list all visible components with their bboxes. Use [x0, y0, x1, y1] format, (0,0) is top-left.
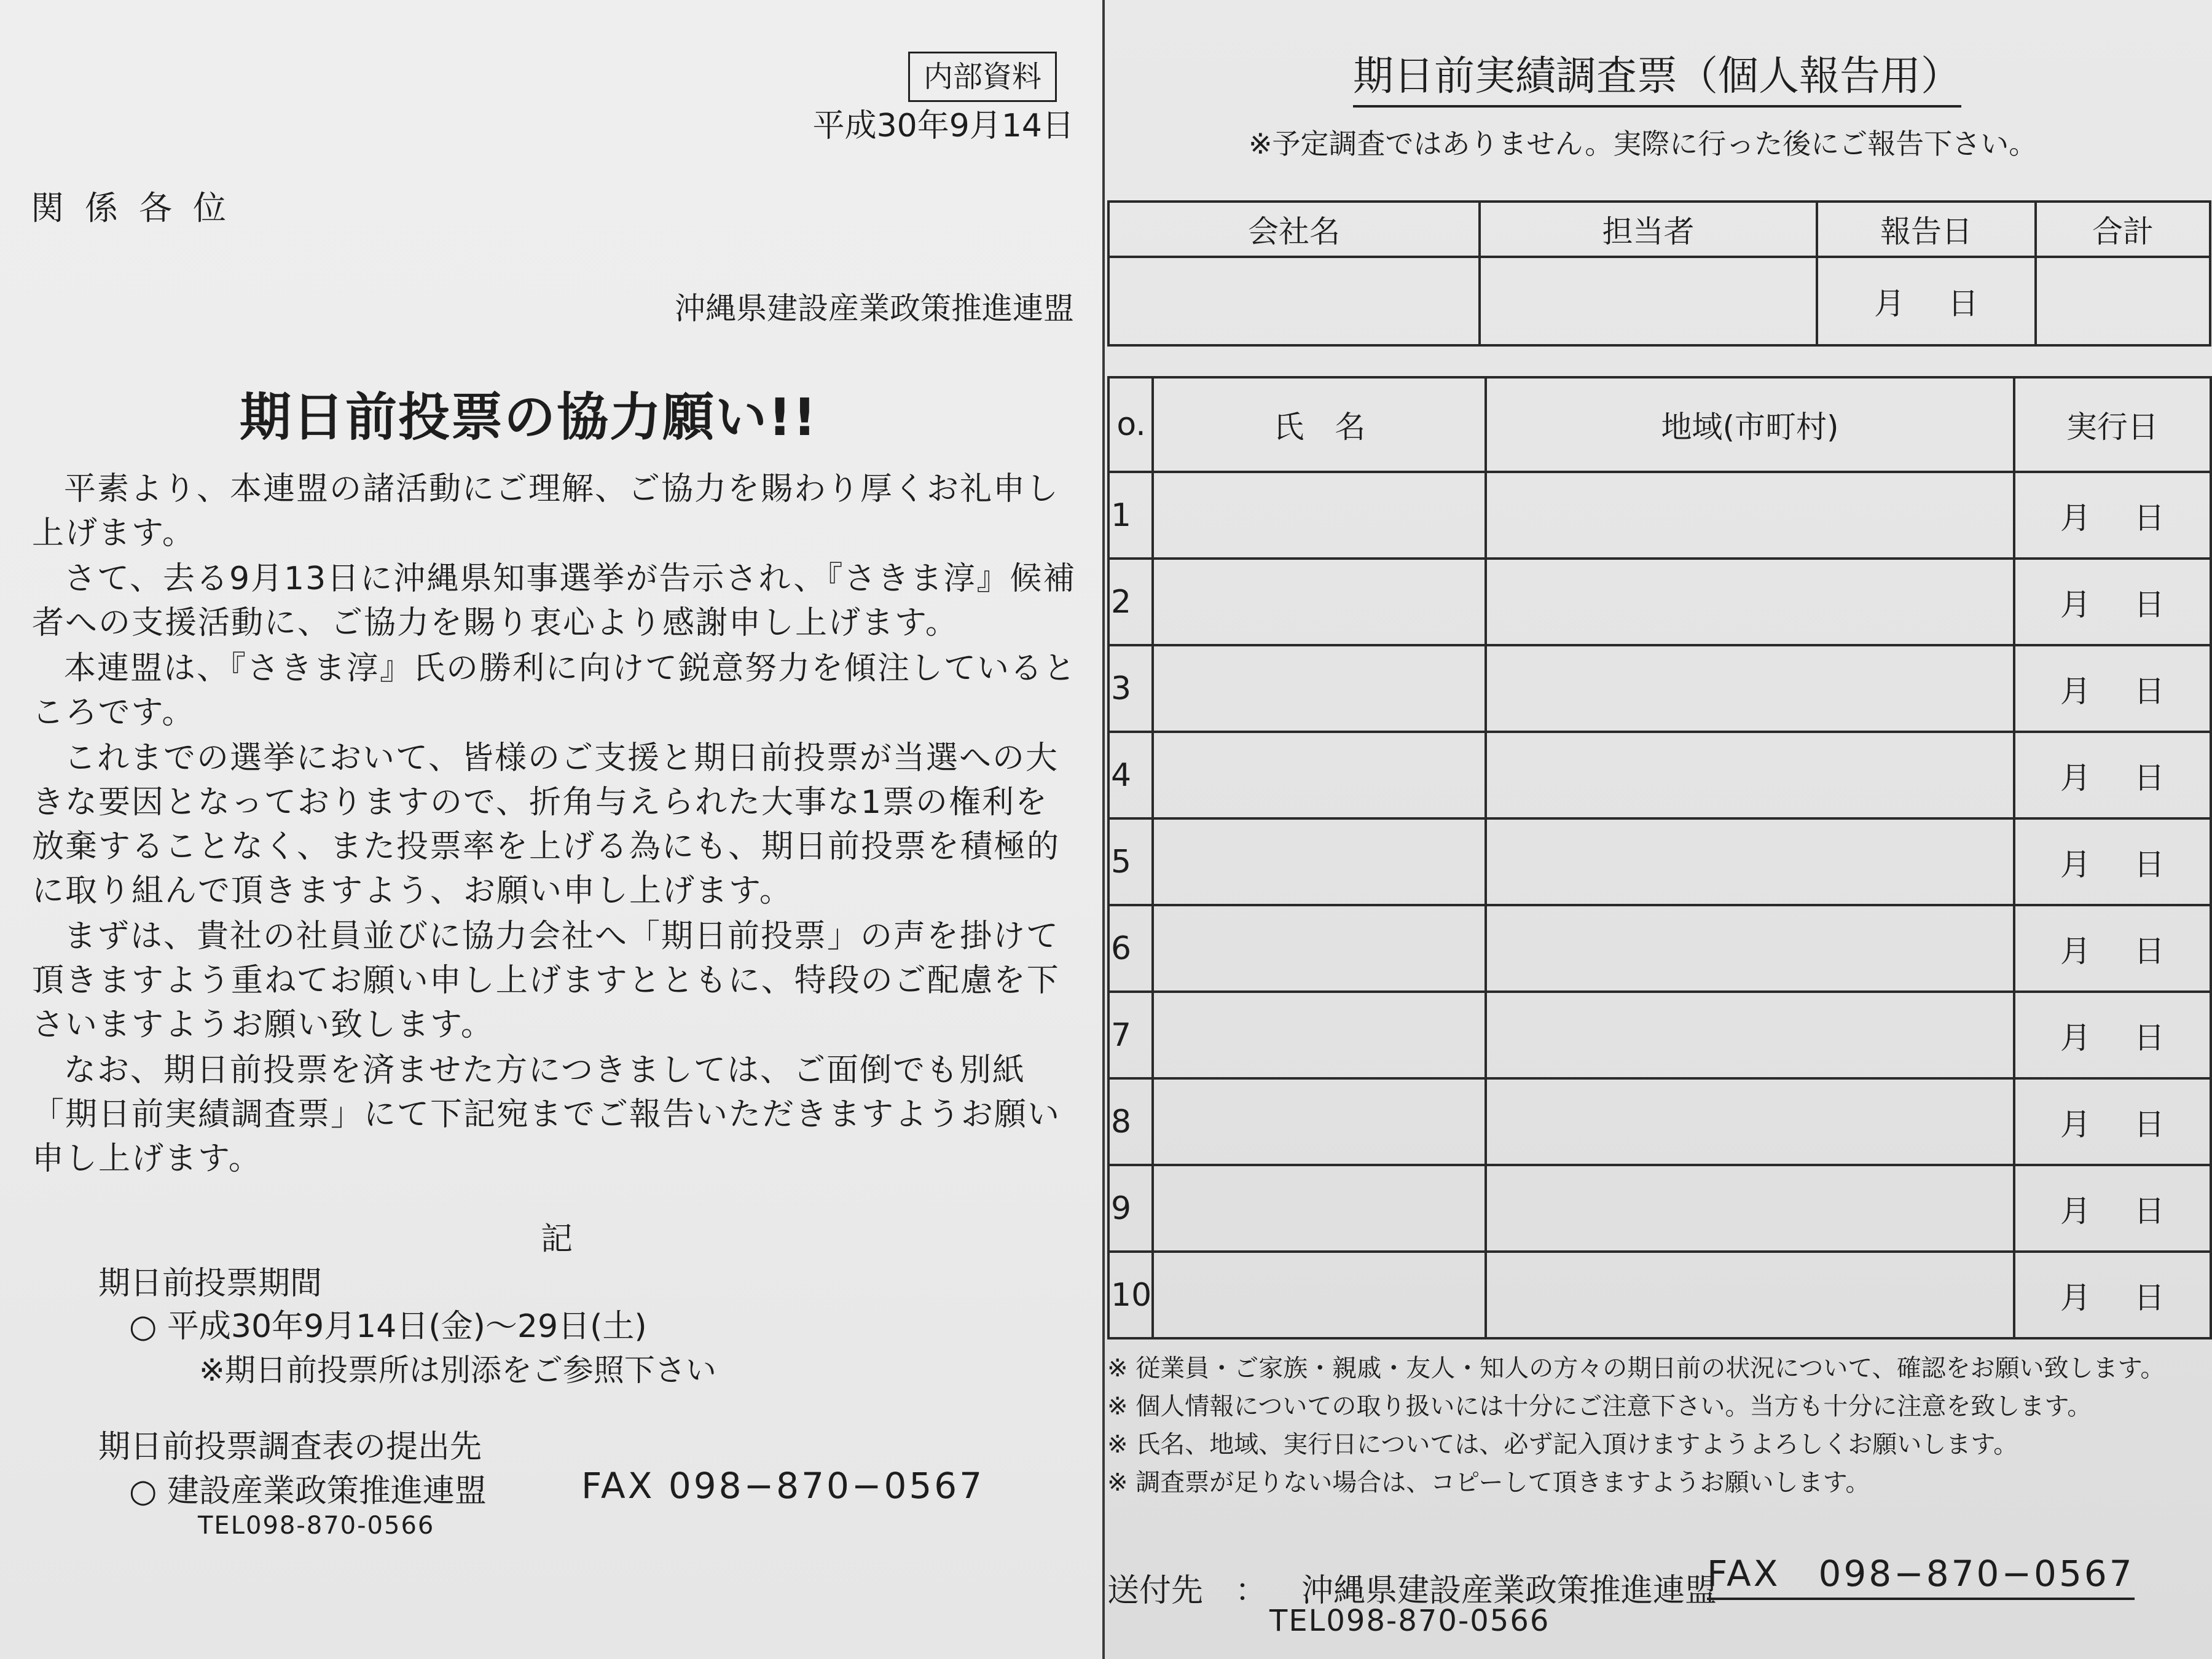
- day-label: 日: [2133, 846, 2165, 882]
- total-field[interactable]: [2036, 257, 2210, 345]
- paragraph: さて、去る9月13日に沖縄県知事選挙が告示され、『さきま淳』候補者への支援活動に、ご協力を賜り衷心より感謝申し上げます。: [32, 560, 1077, 641]
- paragraph: まずは、貴社の社員並びに協力会社へ「期日前投票」の声を掛けて頂きますよう重ねてお願い申し上げますとともに、特段のご配慮を下さいますようお願い致します。: [32, 918, 1060, 1043]
- month-label: 月: [2060, 933, 2091, 969]
- date-field[interactable]: [2014, 1252, 2211, 1338]
- row-number: 7: [1108, 992, 1153, 1078]
- table-row: [1108, 1252, 2211, 1338]
- name-field[interactable]: [1153, 559, 1486, 645]
- report-date-field[interactable]: [1817, 257, 2036, 345]
- name-field[interactable]: [1153, 1078, 1486, 1165]
- tel-number: TEL098-870-0566: [198, 1512, 435, 1540]
- date-field[interactable]: [2014, 818, 2211, 905]
- table-row: [1108, 472, 2211, 559]
- submission-heading: 期日前投票調査表の提出先: [98, 1429, 482, 1465]
- day-label: 日: [2133, 933, 2165, 969]
- month-label: 月: [2060, 500, 2091, 536]
- month-label: 月: [1874, 286, 1905, 321]
- date-field[interactable]: [2014, 472, 2211, 559]
- footnote: ※ 調査票が足りない場合は、コピーして頂きますようお願いします。: [1107, 1469, 1870, 1497]
- date-field[interactable]: [2014, 1165, 2211, 1252]
- internal-document-label: 内部資料: [908, 52, 1057, 102]
- table-row: [1108, 1165, 2211, 1252]
- paragraph: 平素より、本連盟の諸活動にご理解、ご協力を賜わり厚くお礼申し上げます。: [32, 471, 1060, 552]
- footnote: ※ 個人情報についての取り扱いには十分にご注意下さい。当方も十分に注意を致します。: [1107, 1392, 2092, 1421]
- region-field[interactable]: [1486, 905, 2014, 992]
- cover-letter-page: [0, 0, 1105, 1659]
- day-label: 日: [2133, 1193, 2165, 1229]
- region-field[interactable]: [1486, 1078, 2014, 1165]
- name-field[interactable]: [1153, 818, 1486, 905]
- submission-recipient: ○ 建設産業政策推進連盟: [129, 1473, 487, 1510]
- tel-number: TEL098-870-0566: [1269, 1604, 1550, 1638]
- day-label: 日: [1948, 286, 1979, 321]
- date-field[interactable]: [2014, 992, 2211, 1078]
- day-label: 日: [2133, 1019, 2165, 1056]
- table-row: [1108, 1078, 2211, 1165]
- voting-period-heading: 期日前投票期間: [98, 1265, 323, 1302]
- day-label: 日: [2133, 1279, 2165, 1316]
- row-number: 10: [1108, 1252, 1153, 1338]
- person-in-charge-field[interactable]: [1480, 257, 1817, 345]
- name-field[interactable]: [1153, 1252, 1486, 1338]
- region-field[interactable]: [1486, 992, 2014, 1078]
- name-field[interactable]: [1153, 472, 1486, 559]
- col-report-date: 報告日: [1817, 202, 2036, 257]
- addressee: 関係各位: [31, 189, 247, 227]
- region-field[interactable]: [1486, 732, 2014, 818]
- paragraph: これまでの選挙において、皆様のご支援と期日前投票が当選への大きな要因となっておりますので、折角与えられた大事な1票の権利を放棄することなく、また投票率を上げる為にも、期日前投票を積極的に取り組んで頂きますよう、お願い申し上げます。: [32, 740, 1060, 909]
- form-title: 期日前実績調査票（個人報告用）: [1353, 43, 1961, 108]
- send-organization: 沖縄県建設産業政策推進連盟: [1301, 1572, 1717, 1609]
- fax-number: FAX 098−870−0567: [1707, 1545, 2135, 1600]
- row-number: 6: [1108, 905, 1153, 992]
- date-field[interactable]: [2014, 645, 2211, 732]
- row-number: 4: [1108, 732, 1153, 818]
- month-label: 月: [2060, 1019, 2091, 1056]
- day-label: 日: [2133, 1106, 2165, 1142]
- name-field[interactable]: [1153, 732, 1486, 818]
- row-number: 1: [1108, 472, 1153, 559]
- voter-list-table: [1107, 376, 2212, 1339]
- voting-period-note: ※期日前投票所は別添をご参照下さい: [199, 1352, 716, 1388]
- month-label: 月: [2060, 1193, 2091, 1229]
- company-field[interactable]: [1108, 257, 1480, 345]
- region-field[interactable]: [1486, 1252, 2014, 1338]
- row-number: 3: [1108, 645, 1153, 732]
- col-region: 地域(市町村): [1486, 377, 2014, 472]
- region-field[interactable]: [1486, 645, 2014, 732]
- row-number: 5: [1108, 818, 1153, 905]
- day-label: 日: [2133, 586, 2165, 622]
- name-field[interactable]: [1153, 905, 1486, 992]
- day-label: 日: [2133, 759, 2165, 796]
- letter-title: 期日前投票の協力願い!!: [240, 387, 818, 447]
- day-label: 日: [2133, 673, 2165, 709]
- month-label: 月: [2060, 673, 2091, 709]
- paragraph: 本連盟は、『さきま淳』氏の勝利に向けて鋭意努力を傾注しているところです。: [32, 650, 1077, 731]
- col-person-in-charge: 担当者: [1480, 202, 1817, 257]
- date-field[interactable]: [2014, 1078, 2211, 1165]
- region-field[interactable]: [1486, 1165, 2014, 1252]
- sender-organization: 沖縄県建設産業政策推進連盟: [675, 291, 1074, 326]
- survey-form-page: [1105, 0, 2212, 1659]
- name-field[interactable]: [1153, 992, 1486, 1078]
- form-note: ※予定調査ではありません。実際に行った後にご報告下さい。: [1249, 127, 2037, 160]
- date-field[interactable]: [2014, 905, 2211, 992]
- date-field[interactable]: [2014, 559, 2211, 645]
- header-info-table: [1107, 200, 2211, 347]
- month-label: 月: [2060, 846, 2091, 882]
- letter-date: 平成30年9月14日: [812, 108, 1074, 144]
- col-name: 氏 名: [1153, 377, 1486, 472]
- table-row: [1108, 992, 2211, 1078]
- table-row: [1108, 559, 2211, 645]
- row-number: 2: [1108, 559, 1153, 645]
- region-field[interactable]: [1486, 472, 2014, 559]
- paragraph: なお、期日前投票を済ませた方につきましては、ご面倒でも別紙「期日前実績調査票」にて下記宛までご報告いただきますようお願い申し上げます。: [32, 1052, 1061, 1177]
- month-label: 月: [2060, 586, 2091, 622]
- table-row: [1108, 732, 2211, 818]
- col-number: o.: [1108, 377, 1153, 472]
- day-label: 日: [2133, 500, 2165, 536]
- month-label: 月: [2060, 759, 2091, 796]
- ki-heading: 記: [541, 1221, 573, 1258]
- table-row: [1108, 645, 2211, 732]
- table-row: [1108, 905, 2211, 992]
- col-date: 実行日: [2014, 377, 2211, 472]
- col-company: 会社名: [1108, 202, 1480, 257]
- region-field[interactable]: [1486, 559, 2014, 645]
- letter-body: [32, 467, 1077, 1182]
- date-field[interactable]: [2014, 732, 2211, 818]
- row-number: 8: [1108, 1078, 1153, 1165]
- table-row: [1108, 818, 2211, 905]
- col-total: 合計: [2036, 202, 2210, 257]
- footnote: ※ 氏名、地域、実行日については、必ず記入頂けますようよろしくお願いします。: [1107, 1430, 2018, 1459]
- month-label: 月: [2060, 1279, 2091, 1316]
- footnote: ※ 従業員・ご家族・親戚・友人・知人の方々の期日前の状況について、確認をお願い致します。: [1107, 1354, 2165, 1382]
- send-label: 送付先 ：: [1107, 1572, 1268, 1609]
- name-field[interactable]: [1153, 1165, 1486, 1252]
- form-footnotes: [1107, 1349, 2165, 1502]
- fax-number: FAX 098−870−0567: [581, 1465, 985, 1507]
- month-label: 月: [2060, 1106, 2091, 1142]
- voting-period: ○ 平成30年9月14日(金)～29日(土): [129, 1308, 647, 1345]
- name-field[interactable]: [1153, 645, 1486, 732]
- region-field[interactable]: [1486, 818, 2014, 905]
- row-number: 9: [1108, 1165, 1153, 1252]
